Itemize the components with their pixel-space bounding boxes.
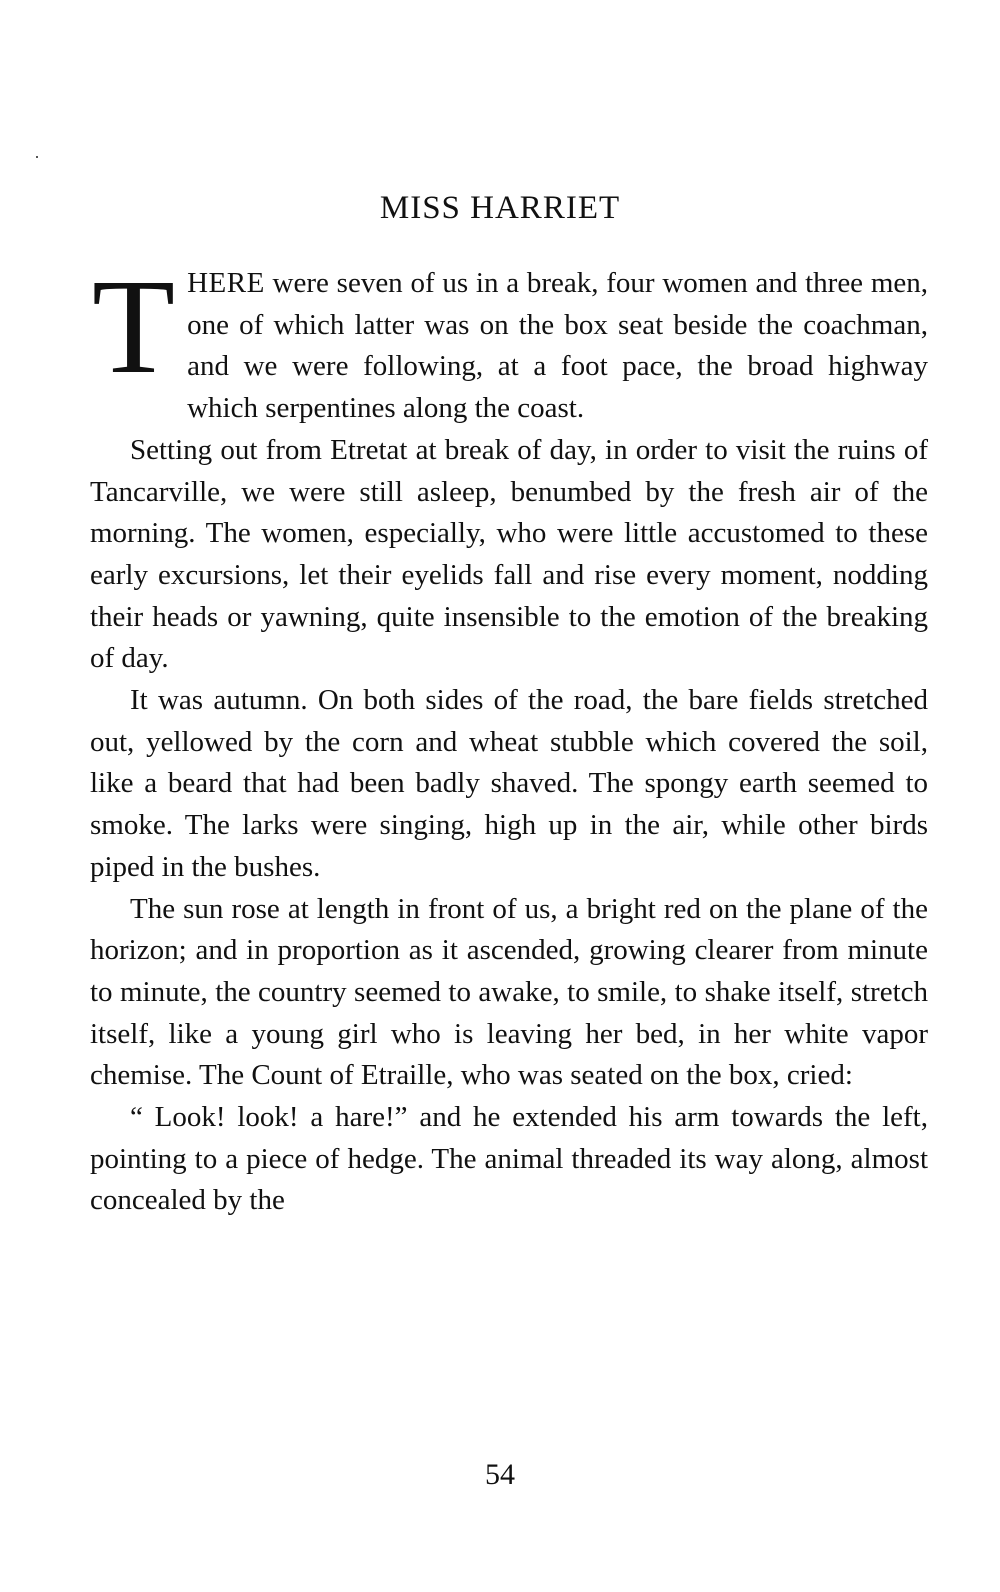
paragraph-2: Setting out from Etretat at break of day, in order to visit the ruins of Tancarville, we were still asleep, benumbed by the fresh air of the morning. The women, especially, who were little accustomed to these early excursions, let their eyelids fall and rise every moment, nodding their heads or yawning, quite insensible to the emotion of the breaking of day.	[90, 433, 928, 675]
drop-cap: T	[92, 252, 176, 402]
body-text	[90, 252, 928, 1222]
paragraph-1-text: were seven of us in a break, four women and three men, one of which latter was on the box seat beside the coachman, and we were following, at a foot pace, the broad highway which serpentines along the coast.	[187, 267, 928, 425]
lead-caps: HERE	[187, 267, 265, 299]
paragraph-1	[90, 252, 928, 430]
paragraph-4: The sun rose at length in front of us, a bright red on the plane of the horizon; and in proportion as it ascended, growing clearer from minute to minute, the country seemed to awake, to smile, to shake itself, stretch itself, like a young girl who is leaving her bed, in her white vapor chemise. The Count of Etraille, who was seated on the box, cried:	[90, 892, 928, 1092]
page-number: 54	[485, 1458, 515, 1491]
paragraph-5: “ Look! look! a hare!” and he extended his arm towards the left, pointing to a piece of hedge. The animal threaded its way along, almost concealed by the	[90, 1101, 928, 1217]
paragraph-3: It was autumn. On both sides of the road, the bare fields stretched out, yellowed by the corn and wheat stubble which covered the soil, like a beard that had been badly shaved. The spongy earth seemed to smoke. The larks were singing, high up in the air, while other birds piped in the bushes.	[90, 684, 928, 883]
scan-speck	[36, 156, 38, 158]
chapter-title: MISS HARRIET	[379, 190, 621, 226]
